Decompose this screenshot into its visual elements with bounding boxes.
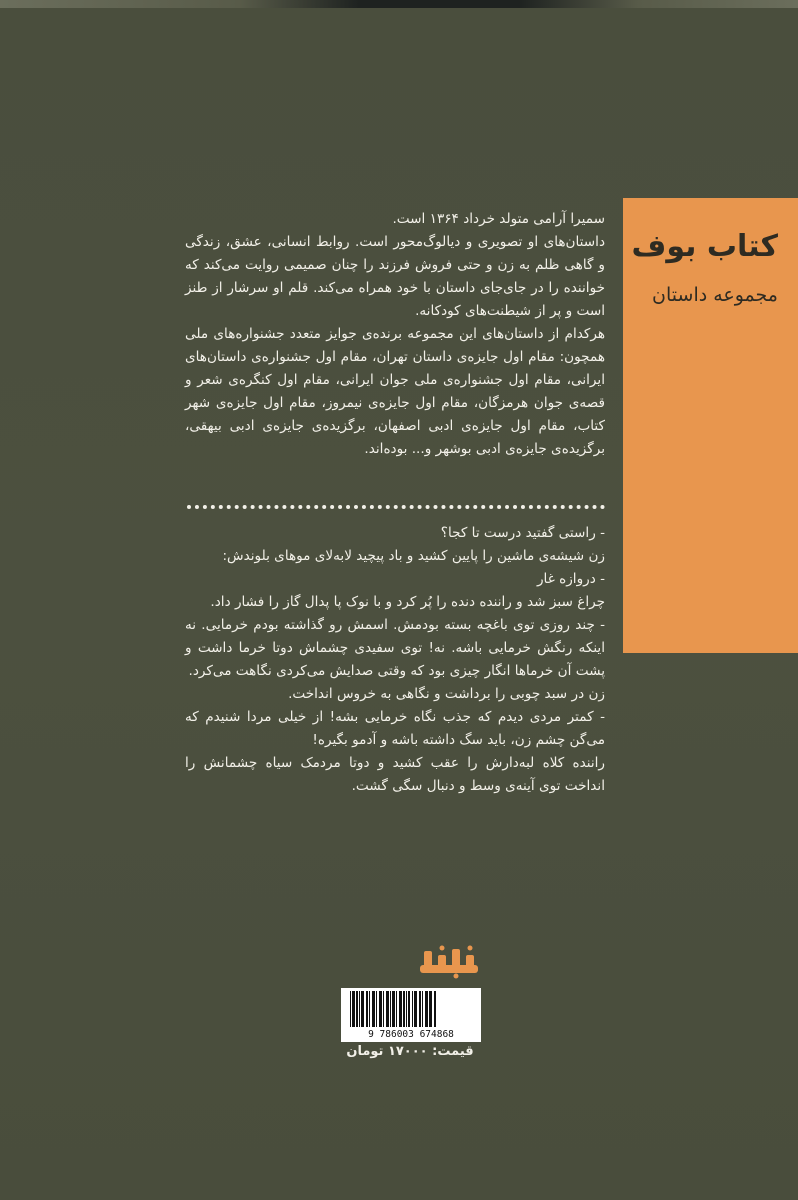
barcode-bar [386, 991, 389, 1027]
barcode-bar [359, 991, 360, 1027]
barcode-bar [383, 991, 384, 1027]
barcode-bar [392, 991, 395, 1027]
series-subtitle: مجموعه داستان [652, 284, 778, 306]
barcode-bar [366, 991, 368, 1027]
barcode-bar [396, 991, 397, 1027]
bio-paragraph: هرکدام از داستان‌های این مجموعه برنده‌ی جوایز متعدد جشنواره‌های ملی همچون: مقام اول جایزه‌ی داستان تهران، مقام اول جشنواره‌ی داستان‌های ایرانی، مقام اول جشنواره‌ی ملی جوان ایرانی، مقام اول کنگره‌ی شعر و قصه‌ی جوان هرمزگان، مقام اول جایزه‌ی نیمروز، مقام اول جایزه‌ی شهر کتاب، مقام اول جایزه‌ی ادبی اصفهان، برگزیده‌ی جایزه‌ی ادبی بیهقی، برگزیده‌ی جایزه‌ی ادبی بوشهر و... بوده‌اند. [185, 326, 605, 457]
isbn-barcode [341, 988, 481, 1042]
barcode-bar [369, 991, 370, 1027]
excerpt-paragraph: - راستی گفتید درست تا کجا؟ [440, 525, 605, 541]
barcode-bar [350, 991, 351, 1027]
series-title: کتاب بوف [631, 229, 778, 264]
barcode-bar [372, 991, 375, 1027]
publisher-logo [418, 945, 482, 983]
barcode-bar [412, 991, 413, 1027]
price-label: قیمت: ۱۷۰۰۰ تومان [346, 1044, 474, 1059]
barcode-bar [399, 991, 402, 1027]
barcode-bars [348, 991, 474, 1027]
barcode-bar [390, 991, 391, 1027]
excerpt-paragraph: - چند روزی توی باغچه بسته بودمش. اسمش رو گذاشته بودم خرمایی. نه اینکه رنگش خرمایی باشه. نه! توی سفیدی چشماش دوتا خرما داشت و پشت آن خرماها انگار چیزی بود که وقتی صدایش می‌کردی نگاهت می‌کرد. [185, 617, 605, 679]
story-excerpt [185, 522, 605, 798]
excerpt-paragraph: چراغ سبز شد و راننده دنده را پُر کرد و با نوک پا پدال گاز را فشار داد. [210, 594, 605, 610]
barcode-bar [422, 991, 423, 1027]
barcode-bar [361, 991, 364, 1027]
barcode-bar [408, 991, 410, 1027]
barcode-bar [352, 991, 355, 1027]
barcode-bar [419, 991, 421, 1027]
barcode-bar [429, 991, 432, 1027]
barcode-bar [403, 991, 405, 1027]
excerpt-paragraph: راننده کلاه لبه‌دارش را عقب کشید و دوتا مردمک سیاه چشمانش را انداخت توی آینه‌ی وسط و دنبال سگی گشت. [185, 755, 605, 794]
excerpt-paragraph: زن در سبد چوبی را برداشت و نگاهی به خروس انداخت. [288, 686, 605, 702]
publisher-logo-icon [418, 945, 482, 979]
barcode-bar [425, 991, 428, 1027]
barcode-bar [376, 991, 377, 1027]
author-bio [185, 208, 605, 461]
isbn-number: 9 786003 674868 [368, 1029, 454, 1040]
bio-paragraph: داستان‌های او تصویری و دیالوگ‌محور است. روابط انسانی، عشق، زندگی و گاهی ظلم به زن و حتی فروش فرزند را چنان صمیمی روایت می‌کند که خواننده را در جای‌جای داستان با خود همراه می‌کند. قلم او سرشار از طنز است و پر از شیطنت‌های کودکانه. [185, 234, 605, 319]
spine-shadow [0, 0, 798, 8]
excerpt-paragraph: - دروازه غار [536, 571, 605, 587]
barcode-bar [406, 991, 407, 1027]
excerpt-paragraph: - کمتر مردی دیدم که جذب نگاه خرمایی بشه! از خیلی مردا شنیدم که می‌گن چشم زن، باید سگ داشته باشه و آدمو بگیره! [185, 709, 605, 748]
series-panel [623, 198, 798, 653]
dotted-separator [187, 505, 605, 509]
excerpt-paragraph: زن شیشه‌ی ماشین را پایین کشید و باد پیچید لابه‌لای موهای بلوندش: [222, 548, 605, 564]
barcode-bar [356, 991, 358, 1027]
bio-paragraph: سمیرا آرامی متولد خرداد ۱۳۶۴ است. [392, 211, 605, 227]
barcode-bar [414, 991, 417, 1027]
barcode-bar [434, 991, 436, 1027]
barcode-bar [379, 991, 382, 1027]
